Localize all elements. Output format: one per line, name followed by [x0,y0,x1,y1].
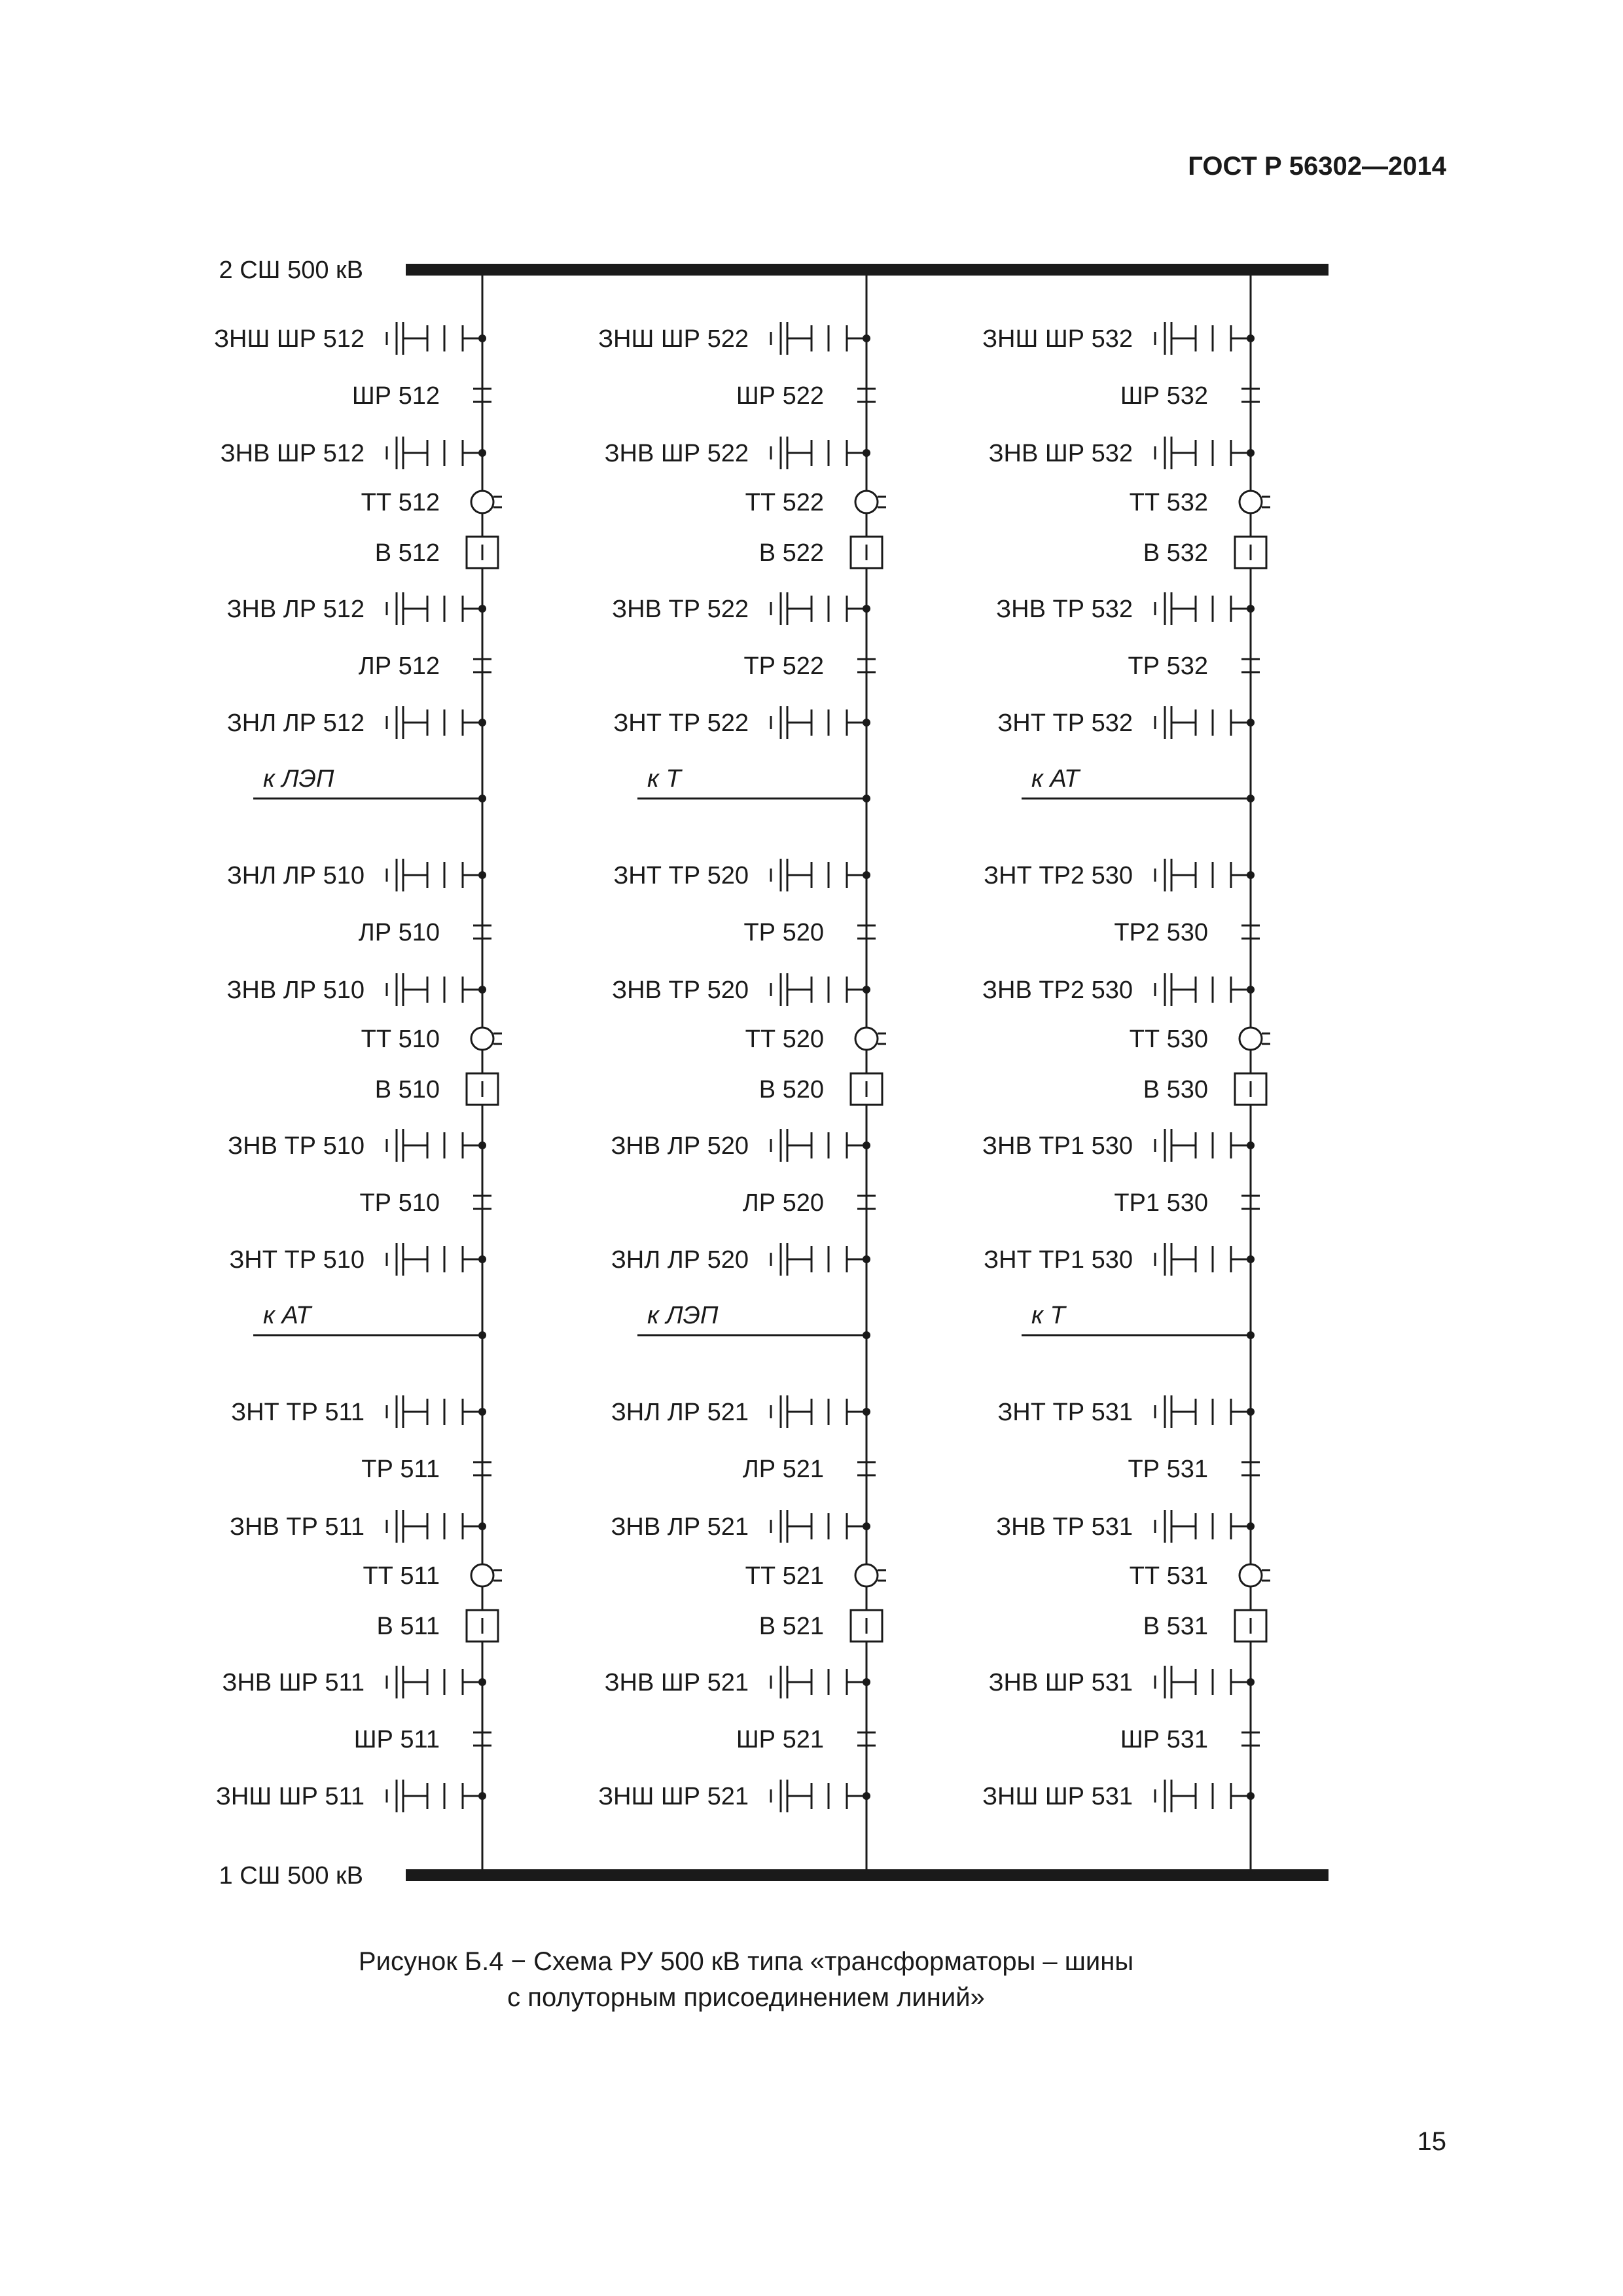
earth-switch-label: ЗНТ ТР 532 [997,709,1133,737]
circuit-breaker-label: В 512 [374,539,440,567]
disconnector-label: ЛР 521 [742,1456,824,1483]
circuit-breaker-label: В 520 [758,1076,824,1103]
earth-switch-label: ЗНТ ТР1 530 [984,1246,1133,1274]
earth-switch-label: ЗНТ ТР2 530 [984,862,1133,889]
disconnector-label: ТР1 530 [1114,1189,1208,1217]
disconnector-label: ШР 531 [1120,1726,1208,1753]
tap-junction [1247,1331,1255,1339]
earth-switch-label: ЗНЛ ЛР 521 [611,1399,749,1426]
earth-switch-junction [1247,871,1255,879]
disconnector-label: ТР 532 [1128,653,1208,680]
earth-switch-label: ЗНШ ШР 521 [598,1783,749,1810]
earth-switch-label: ЗНВ ЛР 520 [611,1132,749,1160]
page-number: 15 [1417,2127,1446,2156]
earth-switch-junction [863,1255,870,1263]
busbar-junction [863,1871,870,1879]
current-transformer-symbol [1240,1564,1262,1587]
disconnector-label: ШР 511 [353,1726,440,1753]
disconnector-label: ТР 520 [743,919,824,946]
tap-junction [478,1331,486,1339]
disconnector-label: ШР 522 [736,382,824,410]
tap-junction [863,1331,870,1339]
circuit-breaker-label: В 532 [1143,539,1208,567]
disconnector-label: ШР 512 [351,382,440,410]
current-transformer-symbol [1240,491,1262,513]
current-transformer-label: ТТ 531 [1129,1562,1208,1590]
earth-switch-label: ЗНВ ТР2 530 [982,977,1133,1004]
earth-switch-junction [863,986,870,994]
earth-switch-junction [863,871,870,879]
earth-switch-junction [1247,986,1255,994]
current-transformer-symbol [471,491,493,513]
earth-switch-junction [1247,1255,1255,1263]
earth-switch-junction [863,1522,870,1530]
earth-switch-label: ЗНВ ШР 521 [604,1669,749,1696]
earth-switch-label: ЗНВ ТР1 530 [982,1132,1133,1160]
tap-label: к ЛЭП [647,1302,719,1329]
earth-switch-label: ЗНВ ШР 512 [220,440,365,467]
busbar-junction [478,266,486,274]
circuit-breaker-label: В 531 [1143,1613,1208,1640]
earth-switch-junction [1247,1522,1255,1530]
current-transformer-label: ТТ 521 [745,1562,824,1590]
disconnector-label: ЛР 510 [358,919,440,946]
current-transformer-symbol [855,1028,878,1050]
earth-switch-junction [478,1792,486,1800]
earth-switch-label: ЗНВ ТР 520 [612,977,749,1004]
tap-label: к АТ [263,1302,312,1329]
earth-switch-label: ЗНВ ШР 531 [988,1669,1133,1696]
earth-switch-junction [478,1522,486,1530]
earth-switch-label: ЗНВ ТР 531 [996,1513,1133,1541]
earth-switch-label: ЗНШ ШР 511 [215,1783,365,1810]
earth-switch-label: ЗНЛ ЛР 520 [611,1246,749,1274]
earth-switch-junction [1247,719,1255,726]
circuit-breaker-label: В 510 [374,1076,440,1103]
disconnector-label: ТР 511 [361,1456,440,1483]
earth-switch-junction [478,605,486,613]
earth-switch-label: ЗНЛ ЛР 512 [226,709,365,737]
earth-switch-junction [1247,449,1255,457]
current-transformer-label: ТТ 530 [1129,1026,1208,1053]
earth-switch-label: ЗНТ ТР 511 [231,1399,365,1426]
earth-switch-label: ЗНВ ШР 522 [604,440,749,467]
earth-switch-junction [478,1255,486,1263]
busbar-1-label: 1 СШ 500 кВ [219,1862,363,1890]
disconnector-label: ТР 510 [359,1189,440,1217]
tap-junction [1247,795,1255,802]
earth-switch-label: ЗНТ ТР 522 [613,709,749,737]
tap-label: к АТ [1031,765,1080,793]
earth-switch-junction [478,719,486,726]
circuit-breaker-label: В 511 [376,1613,440,1640]
disconnector-label: ШР 532 [1120,382,1208,410]
busbar-junction [1247,1871,1255,1879]
busbar-junction [863,266,870,274]
earth-switch-label: ЗНШ ШР 512 [214,325,365,353]
earth-switch-junction [478,871,486,879]
current-transformer-label: ТТ 532 [1129,489,1208,516]
current-transformer-symbol [855,1564,878,1587]
earth-switch-label: ЗНТ ТР 510 [229,1246,365,1274]
disconnector-label: ЛР 520 [742,1189,824,1217]
current-transformer-label: ТТ 511 [363,1562,440,1590]
earth-switch-junction [1247,334,1255,342]
disconnector-label: ЛР 512 [358,653,440,680]
earth-switch-junction [863,449,870,457]
earth-switch-junction [1247,605,1255,613]
earth-switch-label: ЗНВ ТР 510 [228,1132,365,1160]
earth-switch-junction [863,1678,870,1686]
earth-switch-junction [1247,1792,1255,1800]
tap-junction [863,795,870,802]
earth-switch-junction [1247,1408,1255,1416]
earth-switch-junction [478,334,486,342]
current-transformer-symbol [855,491,878,513]
earth-switch-junction [863,719,870,726]
figure-caption-line-2: с полуторным присоединением линий» [507,1983,985,2012]
busbar-junction [1247,266,1255,274]
disconnector-label: ТР 531 [1128,1456,1208,1483]
disconnector-label: ТР 522 [743,653,824,680]
earth-switch-label: ЗНВ ЛР 510 [226,977,365,1004]
earth-switch-junction [478,449,486,457]
current-transformer-symbol [1240,1028,1262,1050]
current-transformer-label: ТТ 512 [361,489,440,516]
figure-caption-line-1: Рисунок Б.4 − Схема РУ 500 кВ типа «трансформаторы – шины [358,1947,1134,1976]
busbar-2-label: 2 СШ 500 кВ [219,257,363,284]
earth-switch-junction [478,986,486,994]
earth-switch-junction [863,1141,870,1149]
current-transformer-label: ТТ 510 [361,1026,440,1053]
earth-switch-label: ЗНВ ШР 532 [988,440,1133,467]
earth-switch-junction [478,1678,486,1686]
earth-switch-label: ЗНТ ТР 531 [997,1399,1133,1426]
earth-switch-label: ЗНВ ЛР 521 [611,1513,749,1541]
earth-switch-junction [863,1408,870,1416]
earth-switch-junction [863,605,870,613]
earth-switch-label: ЗНВ ШР 511 [222,1669,365,1696]
earth-switch-label: ЗНВ ТР 532 [996,596,1133,623]
tap-label: к ЛЭП [263,765,334,793]
current-transformer-label: ТТ 520 [745,1026,824,1053]
earth-switch-label: ЗНШ ШР 531 [982,1783,1133,1810]
tap-label: к Т [1031,1302,1065,1329]
earth-switch-junction [478,1141,486,1149]
earth-switch-junction [1247,1678,1255,1686]
tap-junction [478,795,486,802]
circuit-breaker-label: В 521 [758,1613,824,1640]
earth-switch-label: ЗНВ ЛР 512 [226,596,365,623]
earth-switch-label: ЗНШ ШР 532 [982,325,1133,353]
current-transformer-symbol [471,1564,493,1587]
disconnector-label: ШР 521 [736,1726,824,1753]
earth-switch-label: ЗНТ ТР 520 [613,862,749,889]
earth-switch-label: ЗНЛ ЛР 510 [226,862,365,889]
tap-label: к Т [647,765,681,793]
earth-switch-junction [1247,1141,1255,1149]
earth-switch-label: ЗНШ ШР 522 [598,325,749,353]
disconnector-label: ТР2 530 [1114,919,1208,946]
current-transformer-label: ТТ 522 [745,489,824,516]
earth-switch-label: ЗНВ ТР 511 [230,1513,365,1541]
circuit-breaker-label: В 530 [1143,1076,1208,1103]
earth-switch-label: ЗНВ ТР 522 [612,596,749,623]
circuit-breaker-label: В 522 [758,539,824,567]
document-id: ГОСТ Р 56302—2014 [1188,152,1446,181]
busbar-junction [478,1871,486,1879]
earth-switch-junction [478,1408,486,1416]
earth-switch-junction [863,1792,870,1800]
current-transformer-symbol [471,1028,493,1050]
earth-switch-junction [863,334,870,342]
